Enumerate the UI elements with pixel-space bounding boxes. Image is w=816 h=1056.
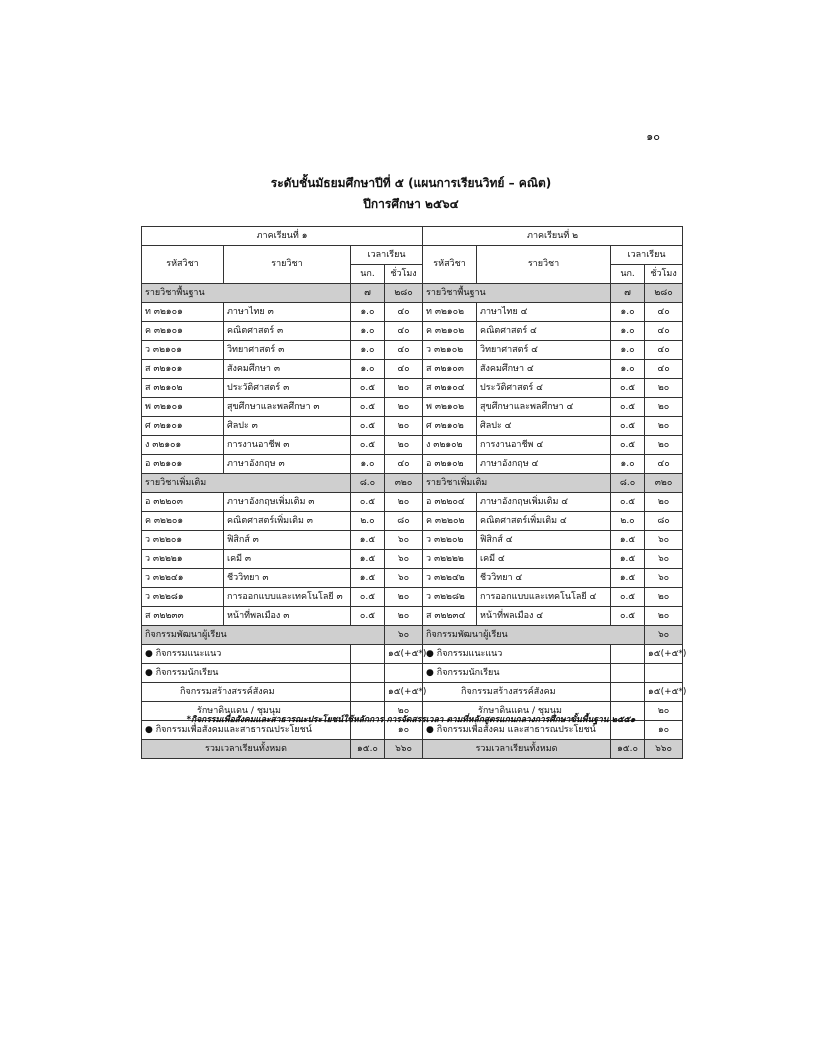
table-header (142, 227, 683, 284)
guidance-empty-t2 (611, 645, 645, 664)
subject-t1: ประวัติศาสตร์ ๓ (224, 379, 351, 398)
time-header-t2: เวลาเรียน (611, 246, 683, 265)
subject-t2: การออกแบบและเทคโนโลยี ๔ (477, 588, 611, 607)
total-label-t2: รวมเวลาเรียนทั้งหมด (423, 740, 611, 759)
hours-t2: ๔๐ (645, 322, 683, 341)
subject-t1: ภาษาไทย ๓ (224, 303, 351, 322)
activities-hours-t2: ๖๐ (645, 626, 683, 645)
subject-t2: ภาษาอังกฤษ ๔ (477, 455, 611, 474)
additional-label-t1: รายวิชาเพิ่มเติม (142, 474, 351, 493)
total-hours-t2: ๖๖๐ (645, 740, 683, 759)
table-row (142, 341, 683, 360)
credit-t1: ๐.๕ (351, 607, 385, 626)
table-row (142, 379, 683, 398)
subject-t1: ภาษาอังกฤษ ๓ (224, 455, 351, 474)
hours-t1: ๖๐ (385, 531, 423, 550)
hours-t1: ๒๐ (385, 493, 423, 512)
code-t1: ส ๓๒๒๓๓ (142, 607, 224, 626)
subject-header-t1: รายวิชา (224, 246, 351, 284)
hours-t1: ๒๐ (385, 588, 423, 607)
table-row (142, 550, 683, 569)
term2-header: ภาคเรียนที่ ๒ (423, 227, 683, 246)
additional-rows (142, 493, 683, 626)
table-row (142, 322, 683, 341)
code-t1: ง ๓๒๑๐๑ (142, 436, 224, 455)
code-header-t2: รหัสวิชา (423, 246, 477, 284)
code-t2: อ ๓๒๒๐๔ (423, 493, 477, 512)
subject-t1: การงานอาชีพ ๓ (224, 436, 351, 455)
code-t1: ค ๓๒๑๐๑ (142, 322, 224, 341)
code-t2: อ ๓๒๑๐๒ (423, 455, 477, 474)
table-row (142, 455, 683, 474)
hours-t1: ๒๐ (385, 607, 423, 626)
code-t1: อ ๓๒๒๐๓ (142, 493, 224, 512)
hours-t1: ๔๐ (385, 455, 423, 474)
hours-t2: ๔๐ (645, 360, 683, 379)
guidance-t2: ● กิจกรรมแนะแนว (423, 645, 611, 664)
activities-label-t2: กิจกรรมพัฒนาผู้เรียน (423, 626, 645, 645)
subject-t1: การออกแบบและเทคโนโลยี ๓ (224, 588, 351, 607)
credit-t1: ๐.๕ (351, 417, 385, 436)
code-t1: ว ๓๒๑๐๑ (142, 341, 224, 360)
time-header-t1: เวลาเรียน (351, 246, 423, 265)
subject-t1: คณิตศาสตร์ ๓ (224, 322, 351, 341)
table-row (142, 398, 683, 417)
code-t1: ส ๓๒๑๐๒ (142, 379, 224, 398)
table-row (142, 531, 683, 550)
activities-label-t1: กิจกรรมพัฒนาผู้เรียน (142, 626, 385, 645)
code-t2: ค ๓๒๑๐๒ (423, 322, 477, 341)
subject-t2: ศิลปะ ๔ (477, 417, 611, 436)
subject-t1: หน้าที่พลเมือง ๓ (224, 607, 351, 626)
credit-t2: ๐.๕ (611, 588, 645, 607)
credit-t1: ๑.๐ (351, 303, 385, 322)
total-label-t1: รวมเวลาเรียนทั้งหมด (142, 740, 351, 759)
total-section (142, 740, 683, 759)
subject-t1: สังคมศึกษา ๓ (224, 360, 351, 379)
subject-t1: ชีววิทยา ๓ (224, 569, 351, 588)
subject-t2: สังคมศึกษา ๔ (477, 360, 611, 379)
hours-t1: ๔๐ (385, 360, 423, 379)
credit-t1: ๐.๕ (351, 436, 385, 455)
subject-t2: วิทยาศาสตร์ ๔ (477, 341, 611, 360)
code-t1: ท ๓๒๑๐๑ (142, 303, 224, 322)
code-t2: ส ๓๒๑๐๓ (423, 360, 477, 379)
code-t2: ศ ๓๒๑๐๒ (423, 417, 477, 436)
code-t1: ว ๓๒๒๒๑ (142, 550, 224, 569)
additional-label-t2: รายวิชาเพิ่มเติม (423, 474, 611, 493)
footnote: *กิจกรรมเพื่อสังคมและสาธารณะประโยชน์ใช้หลักการ การจัดสรรเวลา ตามที่หลักสูตรแกนกลางการศึกษาขั้นพื้นฐาน ๒๕๕๑ (186, 715, 636, 725)
code-t1: พ ๓๒๑๐๑ (142, 398, 224, 417)
hours-t1: ๒๐ (385, 398, 423, 417)
credit-t2: ๒.๐ (611, 512, 645, 531)
subject-t1: คณิตศาสตร์เพิ่มเติม ๓ (224, 512, 351, 531)
curriculum-table (141, 226, 687, 759)
hours-t2: ๒๐ (645, 588, 683, 607)
credit-t2: ๑.๕ (611, 550, 645, 569)
additional-credit-t1: ๘.๐ (351, 474, 385, 493)
credit-header-t1: นก. (351, 265, 385, 284)
student-empty-hours-t1 (385, 664, 423, 683)
credit-t2: ๑.๐ (611, 455, 645, 474)
code-t2: ว ๓๒๒๔๒ (423, 569, 477, 588)
subject-t1: สุขศึกษาและพลศึกษา ๓ (224, 398, 351, 417)
scout-activity-t1: รักษาดินแดน / ชุมนุม (142, 702, 351, 721)
scout-hours-t2: ๒๐ (645, 702, 683, 721)
hours-t1: ๒๐ (385, 379, 423, 398)
credit-t1: ๐.๕ (351, 588, 385, 607)
basic-rows (142, 303, 683, 474)
subject-t1: ฟิสิกส์ ๓ (224, 531, 351, 550)
guidance-t1: ● กิจกรรมแนะแนว (142, 645, 351, 664)
hours-t2: ๔๐ (645, 455, 683, 474)
hours-t1: ๖๐ (385, 550, 423, 569)
hours-t2: ๔๐ (645, 341, 683, 360)
credit-t2: ๑.๐ (611, 341, 645, 360)
subject-t1: วิทยาศาสตร์ ๓ (224, 341, 351, 360)
subject-t1: เคมี ๓ (224, 550, 351, 569)
hours-t1: ๒๐ (385, 417, 423, 436)
student-empty-t2 (611, 664, 645, 683)
scout-activity-t2: รักษาดินแดน / ชุมนุม (423, 702, 611, 721)
hours-t1: ๔๐ (385, 341, 423, 360)
title-line-2: ปีการศึกษา ๒๕๖๔ (363, 197, 459, 211)
table-row (142, 436, 683, 455)
creative-activity-t1: กิจกรรมสร้างสรรค์สังคม (142, 683, 351, 702)
code-t1: อ ๓๒๑๐๑ (142, 455, 224, 474)
subject-t2: ฟิสิกส์ ๔ (477, 531, 611, 550)
credit-t1: ๒.๐ (351, 512, 385, 531)
code-t1: ส ๓๒๑๐๑ (142, 360, 224, 379)
code-t1: ว ๓๒๒๘๑ (142, 588, 224, 607)
subject-t2: คณิตศาสตร์เพิ่มเติม ๔ (477, 512, 611, 531)
credit-t1: ๑.๕ (351, 550, 385, 569)
additional-credit-t2: ๘.๐ (611, 474, 645, 493)
guidance-hours-t1: ๑๕(+๕*) (385, 645, 423, 664)
hours-t2: ๘๐ (645, 512, 683, 531)
credit-t2: ๐.๕ (611, 493, 645, 512)
credit-t1: ๐.๕ (351, 493, 385, 512)
credit-t2: ๑.๕ (611, 531, 645, 550)
hours-t2: ๔๐ (645, 303, 683, 322)
creative-hours-t1: ๑๕(+๕*) (385, 683, 423, 702)
hours-t2: ๒๐ (645, 436, 683, 455)
subject-t2: คณิตศาสตร์ ๔ (477, 322, 611, 341)
hours-header-t2: ชั่วโมง (645, 265, 683, 284)
credit-t1: ๑.๕ (351, 569, 385, 588)
subject-t2: เคมี ๔ (477, 550, 611, 569)
guidance-hours-t2: ๑๕(+๕*) (645, 645, 683, 664)
hours-t1: ๒๐ (385, 436, 423, 455)
guidance-empty-t1 (351, 645, 385, 664)
total-hours-t1: ๖๖๐ (385, 740, 423, 759)
hours-t2: ๒๐ (645, 493, 683, 512)
basic-hours-t2: ๒๘๐ (645, 284, 683, 303)
subject-t2: หน้าที่พลเมือง ๔ (477, 607, 611, 626)
credit-t1: ๑.๕ (351, 531, 385, 550)
table-row (142, 493, 683, 512)
activities-hours-t1: ๖๐ (385, 626, 423, 645)
subject-t1: ศิลปะ ๓ (224, 417, 351, 436)
student-activity-t2: ● กิจกรรมนักเรียน (423, 664, 611, 683)
credit-t2: ๑.๐ (611, 322, 645, 341)
credit-t2: ๐.๕ (611, 417, 645, 436)
subject-header-t2: รายวิชา (477, 246, 611, 284)
code-t2: พ ๓๒๑๐๒ (423, 398, 477, 417)
basic-label-t2: รายวิชาพื้นฐาน (423, 284, 611, 303)
code-t2: ท ๓๒๑๐๒ (423, 303, 477, 322)
credit-t1: ๑.๐ (351, 360, 385, 379)
creative-empty-t1 (351, 683, 385, 702)
code-t2: ว ๓๒๒๐๒ (423, 531, 477, 550)
table-row (142, 607, 683, 626)
basic-hours-t1: ๒๘๐ (385, 284, 423, 303)
table-row (142, 588, 683, 607)
basic-credit-t1: ๗ (351, 284, 385, 303)
creative-empty-t2 (611, 683, 645, 702)
social-hours-t1: ๑๐ (385, 721, 423, 740)
credit-t2: ๑.๐ (611, 360, 645, 379)
code-t1: ว ๓๒๒๐๑ (142, 531, 224, 550)
table-row (142, 303, 683, 322)
subject-t2: การงานอาชีพ ๔ (477, 436, 611, 455)
hours-t2: ๖๐ (645, 531, 683, 550)
term1-header: ภาคเรียนที่ ๑ (142, 227, 423, 246)
code-t1: ว ๓๒๒๔๑ (142, 569, 224, 588)
code-header-t1: รหัสวิชา (142, 246, 224, 284)
credit-t1: ๐.๕ (351, 398, 385, 417)
hours-t2: ๒๐ (645, 417, 683, 436)
student-empty-hours-t2 (645, 664, 683, 683)
basic-section (142, 284, 683, 303)
page-title (140, 173, 682, 215)
code-t2: ว ๓๒๒๘๒ (423, 588, 477, 607)
hours-t2: ๒๐ (645, 379, 683, 398)
hours-t1: ๖๐ (385, 569, 423, 588)
total-credit-t2: ๑๕.๐ (611, 740, 645, 759)
table-row (142, 512, 683, 531)
total-credit-t1: ๑๕.๐ (351, 740, 385, 759)
code-t1: ค ๓๒๒๐๑ (142, 512, 224, 531)
student-activity-t1: ● กิจกรรมนักเรียน (142, 664, 351, 683)
basic-label-t1: รายวิชาพื้นฐาน (142, 284, 351, 303)
code-t2: ว ๓๒๑๐๒ (423, 341, 477, 360)
social-activity-t1: ● กิจกรรมเพื่อสังคมและสาธารณประโยชน์ (142, 721, 351, 740)
code-t2: ส ๓๒๑๐๔ (423, 379, 477, 398)
additional-hours-t1: ๓๒๐ (385, 474, 423, 493)
credit-t2: ๑.๕ (611, 569, 645, 588)
social-activity-t2: ● กิจกรรมเพื่อสังคม และสาธารณประโยชน์ (423, 721, 611, 740)
hours-t1: ๘๐ (385, 512, 423, 531)
hours-t2: ๖๐ (645, 569, 683, 588)
subject-t2: ประวัติศาสตร์ ๔ (477, 379, 611, 398)
hours-header-t1: ชั่วโมง (385, 265, 423, 284)
code-t2: ว ๓๒๒๒๒ (423, 550, 477, 569)
credit-t2: ๐.๕ (611, 436, 645, 455)
creative-activity-t2: กิจกรรมสร้างสรรค์สังคม (423, 683, 611, 702)
hours-t1: ๔๐ (385, 322, 423, 341)
scout-hours-t1: ๒๐ (385, 702, 423, 721)
hours-t2: ๒๐ (645, 398, 683, 417)
title-line-1: ระดับชั้นมัธยมศึกษาปีที่ ๕ (แผนการเรียนวิทย์ – คณิต) (270, 176, 552, 190)
student-empty-t1 (351, 664, 385, 683)
subject-t2: ภาษาอังกฤษเพิ่มเติม ๔ (477, 493, 611, 512)
credit-t2: ๐.๕ (611, 379, 645, 398)
subject-t2: ชีววิทยา ๔ (477, 569, 611, 588)
credit-t1: ๐.๕ (351, 379, 385, 398)
basic-credit-t2: ๗ (611, 284, 645, 303)
additional-hours-t2: ๓๒๐ (645, 474, 683, 493)
credit-t2: ๐.๕ (611, 607, 645, 626)
credit-t1: ๑.๐ (351, 322, 385, 341)
code-t1: ศ ๓๒๑๐๑ (142, 417, 224, 436)
code-t2: ค ๓๒๒๐๒ (423, 512, 477, 531)
code-t2: ง ๓๒๑๐๒ (423, 436, 477, 455)
credit-t1: ๑.๐ (351, 455, 385, 474)
code-t2: ส ๓๒๒๓๔ (423, 607, 477, 626)
subject-t2: ภาษาไทย ๔ (477, 303, 611, 322)
creative-hours-t2: ๑๕(+๕*) (645, 683, 683, 702)
hours-t2: ๒๐ (645, 607, 683, 626)
credit-t1: ๑.๐ (351, 341, 385, 360)
hours-t1: ๔๐ (385, 303, 423, 322)
additional-section (142, 474, 683, 493)
subject-t1: ภาษาอังกฤษเพิ่มเติม ๓ (224, 493, 351, 512)
table-row (142, 569, 683, 588)
social-hours-t2: ๑๐ (645, 721, 683, 740)
credit-header-t2: นก. (611, 265, 645, 284)
subject-t2: สุขศึกษาและพลศึกษา ๔ (477, 398, 611, 417)
credit-t2: ๑.๐ (611, 303, 645, 322)
page-number: ๑๐ (646, 130, 660, 143)
hours-t2: ๖๐ (645, 550, 683, 569)
table-row (142, 417, 683, 436)
table-row (142, 360, 683, 379)
credit-t2: ๐.๕ (611, 398, 645, 417)
